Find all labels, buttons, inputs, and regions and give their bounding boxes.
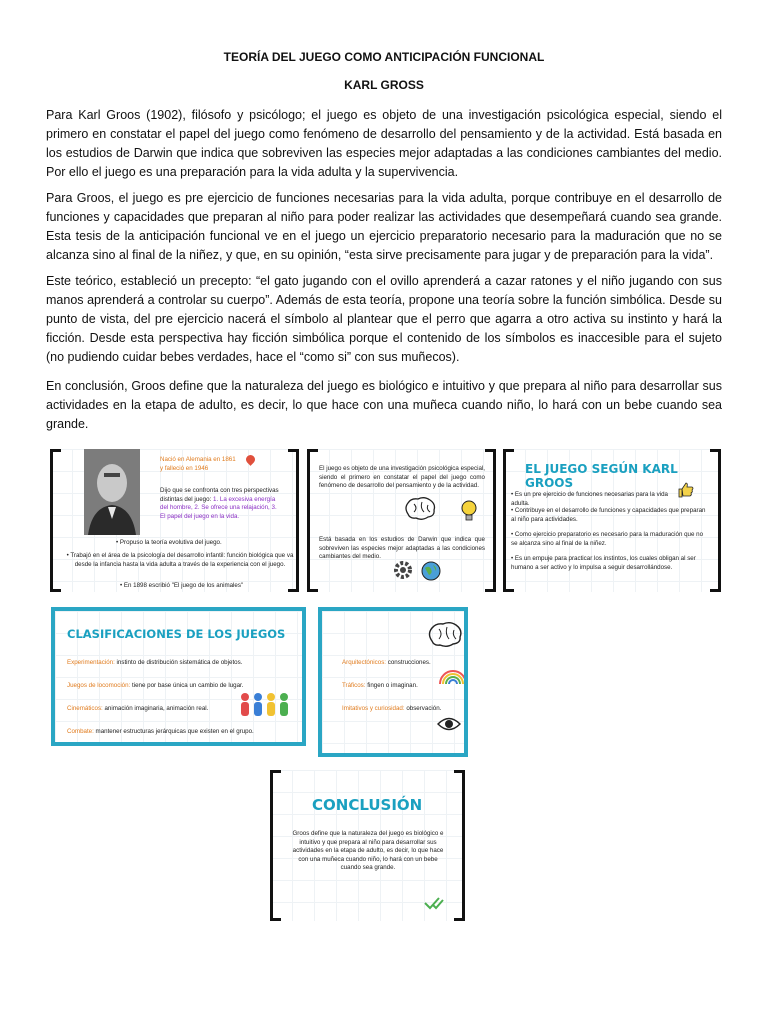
card4-item-3-label: Cinemáticos: [67, 705, 103, 712]
card6-text: Groos define que la naturaleza del juego es biológico e intuitivo y que prepara al niño para desarrollar sus actividades en la etapa de adulto, es decir, lo que hace con una muñeca cuando niño, lo hará con un bebe cuando sea grande. [292, 830, 444, 871]
card3-item-4: • Es un empuje para practicar los instintos, los cuales obligan al ser humano a ser activo y lo impulsa a seguir desarrollándose. [511, 555, 696, 571]
born-text: Nació en Alemania en 1861 [160, 456, 236, 463]
paragraph-4: En conclusión, Groos define que la naturaleza del juego es biológico e intuitivo y que prepara al niño para desarrollar sus actividades en la etapa de adulto, es decir, lo que hace con una muñeca cuando niño, lo hará con un bebe cuando sea grande. [46, 379, 722, 431]
card4-item-3 [67, 705, 242, 714]
bracket-right [288, 449, 299, 592]
card4-item-4-text: mantener estructuras jerárquicas que existen en el grupo. [93, 728, 254, 735]
card3-item-3-text: Como ejercicio preparatorio es necesario para la maduración que no se alcanza sino al final de la niñez. [511, 531, 704, 547]
paragraph-2: Para Groos, el juego es pre ejercicio de funciones necesarias para la vida adulta, porque contribuye en el desarrollo de funciones y capacidades que preparan al niño para poder realizar las actividades que desempeñará cuando sea grande. Esta tesis de la anticipación funcional ve en el juego un ejercicio preparatorio necesario para la maduración que no se alcanza sino al final de la niñez, y que, en su opinión, “esta sirve precisamente para jugar y de preparación para la vida”. [46, 191, 722, 262]
bullet-1: • Propuso la teoría evolutiva del juego. [116, 539, 222, 546]
card4-item-3-text: animación imaginaria, animación real. [102, 705, 209, 712]
card-juego-segun-groos [503, 449, 721, 592]
card-investigation [307, 449, 496, 592]
card5-item-3-text: observación. [404, 705, 442, 712]
card2-text-2: Está basada en los estudios de Darwin que indica que sobreviven las especies mejor adaptadas a las condiciones cambiantes del medio. [319, 536, 485, 560]
brain-icon [402, 496, 438, 522]
card4-item-1-text: instinto de distribución sistemática de objetos. [114, 659, 243, 666]
card4-item-2-label: Juegos de locomoción: [67, 682, 131, 689]
card2-text-1: El juego es objeto de una investigación psicológica especial, siendo el primero en constatar el papel del juego como fenómeno de desarrollo del pensamiento y de la actividad. [319, 465, 485, 489]
card5-item-3 [342, 705, 462, 714]
portrait-photo [84, 449, 140, 535]
card3-title: EL JUEGO SEGÚN KARL GROOS [525, 462, 678, 490]
card3-item-1-text: Es un pre ejercicio de funciones necesarias para la vida adulta. [511, 491, 668, 507]
perspective-2: 2. Se ofrece una relajación, [194, 504, 270, 511]
bullet-3: • En 1898 escribió "El juego de los animales" [120, 582, 244, 589]
card5-item-3-label: Imitativos y curiosidad: [342, 705, 405, 712]
card-biography [50, 449, 299, 592]
globe-icon [419, 559, 443, 583]
bracket-left [307, 449, 318, 592]
paragraph-1: Para Karl Groos (1902), filósofo y psicólogo; el juego es objeto de una investigación psicológica especial, siendo el primero en constatar el papel del juego como fenómeno de desarrollo del pensamiento y de la actividad. Está basada en los estudios de Darwin que indica que sobreviven las especies mejor adaptadas a las condiciones cambiantes del medio. Por ello el juego es una preparación para la vida adulta y la supervivencia. [46, 108, 722, 179]
card-clasificaciones-2 [318, 607, 468, 757]
bullet-1-text: Propuso la teoría evolutiva del juego. [119, 539, 222, 546]
card4-item-4 [67, 728, 302, 737]
bracket-left [50, 449, 61, 592]
bracket-left [270, 770, 281, 921]
perspective-3: 3. El papel del juego en la vida. [160, 504, 277, 520]
doc-subtitle: KARL GROSS [344, 78, 424, 92]
bullet-3-text: En 1898 escribió "El juego de los animales" [123, 582, 244, 589]
card4-title: CLASIFICACIONES DE LOS JUEGOS [67, 627, 286, 641]
died-text: y falleció en 1946 [160, 465, 209, 472]
card4-item-2 [67, 682, 302, 691]
paragraph-3: Este teórico, estableció un precepto: “el gato jugando con el ovillo aprenderá a cazar ratones y el niño jugando con sus manos aprenderá a controlar su cuerpo”. Además de esta teoría, propone una teoría sobre la función simbólica. Desde su punto de vista, del pre ejercicio nacerá el símbolo al plantear que el perro que agarra a otro activa su instinto y hará la ficción. Desde esta perspectiva hay ficción simbólica porque el contenido de los símbolos es inaccesible para el sujeto (no pudiendo cuidar bebes verdades, hace el “como si” con sus muñecos). [46, 274, 722, 364]
thumbs-up-icon [677, 481, 695, 499]
card4-item-1 [67, 659, 302, 668]
card5-item-1-text: construcciones. [386, 659, 431, 666]
card4-item-2-text: tiene por base única un cambio de lugar. [130, 682, 244, 689]
gear-icon [392, 559, 414, 581]
brain-icon [426, 621, 464, 649]
location-pin-icon [244, 453, 257, 466]
card-conclusion [270, 770, 465, 921]
card3-item-1: • Es un pre ejercicio de funciones necesarias para la vida adulta. [511, 491, 668, 507]
bullet-2-text: Trabajó en el área de la psicología del desarrollo infantil: función biológica que va desde la infancia hasta la vida adulta a través de la experiencia con el juego. [70, 552, 294, 568]
card5-item-2-text: fingen o imaginan. [365, 682, 418, 689]
bullet-2: • Trabajó en el área de la psicología del desarrollo infantil: función biológica que va desde la infancia hasta la vida adulta a través de la experiencia con el juego. [66, 552, 294, 568]
card3-item-2: • Contribuye en el desarrollo de funciones y capacidades que preparan al niño para actividades. [511, 507, 706, 523]
doc-title: TEORÍA DEL JUEGO COMO ANTICIPACIÓN FUNCIONAL [223, 50, 545, 64]
card4-item-1-label: Experimentación: [67, 659, 115, 666]
card5-item-2-label: Tráficos: [342, 682, 366, 689]
perspectives-text [160, 487, 282, 521]
card3-item-2-text: Contribuye en el desarrollo de funciones y capacidades que preparan al niño para actividades. [511, 507, 706, 523]
card3-item-3: • Como ejercicio preparatorio es necesario para la maduración que no se alcanza sino al final de la niñez. [511, 531, 704, 547]
perspectives-intro: Dijo que se confronta con tres perspectivas distintas del juego: [160, 487, 279, 503]
bracket-right [485, 449, 496, 592]
rainbow-icon [438, 667, 468, 685]
card-clasificaciones [51, 607, 306, 746]
card4-item-4-label: Combate: [67, 728, 94, 735]
eye-icon [436, 715, 462, 733]
people-group-icon [237, 691, 293, 719]
card3-item-4-text: Es un empuje para practicar los instintos, los cuales obligan al ser humano a ser activo y lo impulsa a seguir desarrollándose. [511, 555, 696, 571]
card5-item-1-label: Arquitectónicos: [342, 659, 387, 666]
lightbulb-icon [459, 498, 479, 524]
check-icon [423, 896, 445, 910]
bracket-right [454, 770, 465, 921]
perspective-1: 1. La excesiva energía del hombre, [160, 495, 276, 511]
card6-title: CONCLUSIÓN [312, 796, 423, 814]
